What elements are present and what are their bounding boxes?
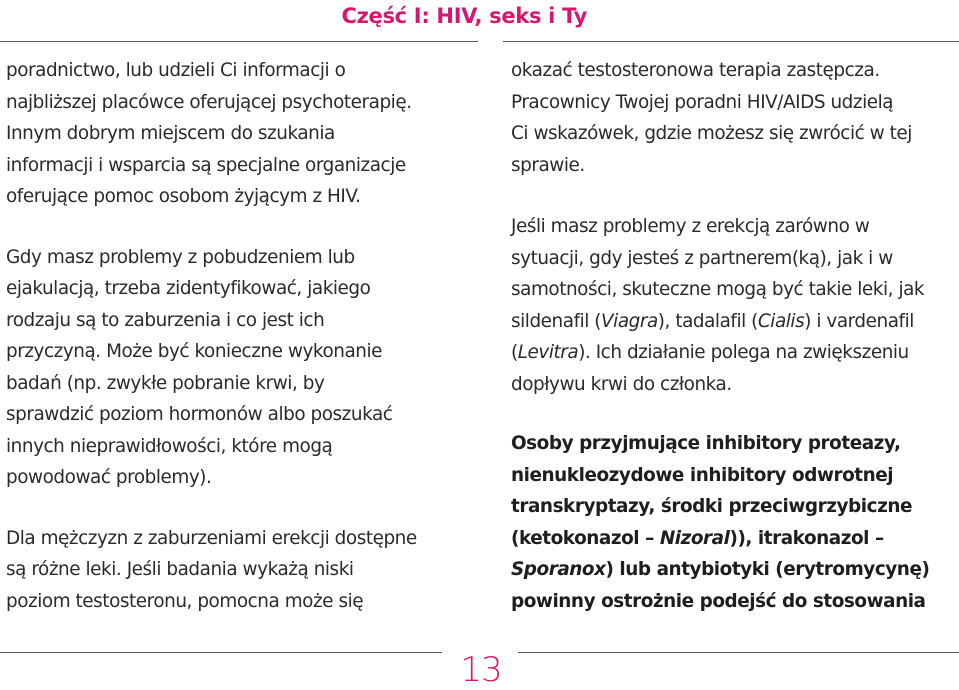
text-line: poradnictwo, lub udzieli Ci informacji o: [6, 60, 346, 81]
right-column: [511, 55, 957, 646]
text-line: przyczyną. Może być konieczne wykonanie: [6, 341, 383, 362]
text-line: powodować problemy).: [6, 467, 212, 488]
right-paragraph-3-warning: [511, 428, 957, 617]
text-line: są różne leki. Jeśli badania wykażą niski: [6, 559, 354, 580]
text-line: [511, 306, 957, 338]
right-paragraph-2: [511, 211, 957, 400]
text-line: sytuacji, gdy jesteś z partnerem(ką), jak i w: [511, 247, 893, 269]
left-paragraph-3: [6, 523, 474, 618]
drug-brand-nizoral: Nizoral: [659, 527, 730, 549]
text-fragment: )), itrakonazol –: [729, 527, 884, 549]
text-line: najbliższej placówce oferującej psychoterapię.: [6, 91, 412, 113]
text-line: badań (np. zwykłe pobranie krwi, by: [6, 372, 325, 394]
section-header: Część I: HIV, seks i Ty: [341, 4, 587, 28]
text-line: okazać testosteronowa terapia zastępcza.: [511, 60, 880, 81]
text-line: oferujące pomoc osobom żyjącym z HIV.: [6, 186, 361, 207]
drug-brand-sporanox: Sporanox: [511, 559, 606, 580]
bottom-rule-left: [0, 652, 442, 653]
left-paragraph-2: [6, 242, 474, 494]
text-line: innych nieprawidłowości, które mogą: [6, 435, 333, 457]
top-rule-right: [503, 41, 959, 42]
left-paragraph-1: [6, 55, 474, 213]
page-number: 13: [460, 650, 502, 690]
left-column: [6, 55, 474, 646]
text-line: [511, 337, 957, 369]
text-line: sprawie.: [511, 154, 585, 176]
text-line: ejakulacją, trzeba zidentyfikować, jakiego: [6, 278, 371, 299]
bottom-rule-right: [518, 652, 959, 653]
text-line: rodzaju są to zaburzenia i co jest ich: [6, 309, 325, 331]
text-fragment: ) i vardenafil: [804, 310, 914, 332]
top-rule-left: [0, 41, 478, 42]
text-line: transkryptazy, środki przeciwgrzybiczne: [511, 496, 912, 517]
text-fragment: sildenafil (: [511, 310, 602, 332]
text-line: Dla mężczyzn z zaburzeniami erekcji dostępne: [6, 527, 417, 549]
text-fragment: ), tadalafil (: [657, 310, 758, 332]
text-line: Innym dobrym miejscem do szukania: [6, 123, 335, 144]
text-line: informacji i wsparcia są specjalne organizacje: [6, 154, 406, 176]
text-line: [511, 554, 957, 586]
text-fragment: ). Ich działanie polega na zwiększeniu: [578, 342, 909, 363]
text-line: poziom testosteronu, pomocna może się: [6, 590, 364, 612]
text-line: sprawdzić poziom hormonów albo poszukać: [6, 404, 393, 425]
text-line: Pracownicy Twojej poradni HIV/AIDS udzielą: [511, 91, 894, 113]
text-line: dopływu krwi do członka.: [511, 373, 732, 395]
text-line: Ci wskazówek, gdzie możesz się zwrócić w tej: [511, 123, 912, 144]
text-line: powinny ostrożnie podejść do stosowania: [511, 590, 926, 612]
text-fragment: (: [511, 342, 518, 363]
text-line: samotności, skuteczne mogą być takie leki, jak: [511, 279, 925, 300]
text-line: [511, 523, 957, 555]
text-line: Gdy masz problemy z pobudzeniem lub: [6, 246, 355, 268]
drug-brand-levitra: Levitra: [517, 342, 579, 363]
text-line: nienukleozydowe inhibitory odwrotnej: [511, 464, 894, 486]
text-fragment: (ketokonazol –: [511, 527, 660, 549]
drug-brand-cialis: Cialis: [757, 310, 805, 332]
right-paragraph-1: [511, 55, 957, 181]
text-line: Jeśli masz problemy z erekcją zarówno w: [511, 216, 870, 237]
text-fragment: ) lub antybiotyki (erytromycynę): [605, 559, 930, 580]
text-line: Osoby przyjmujące inhibitory proteazy,: [511, 433, 901, 454]
drug-brand-viagra: Viagra: [601, 310, 658, 332]
